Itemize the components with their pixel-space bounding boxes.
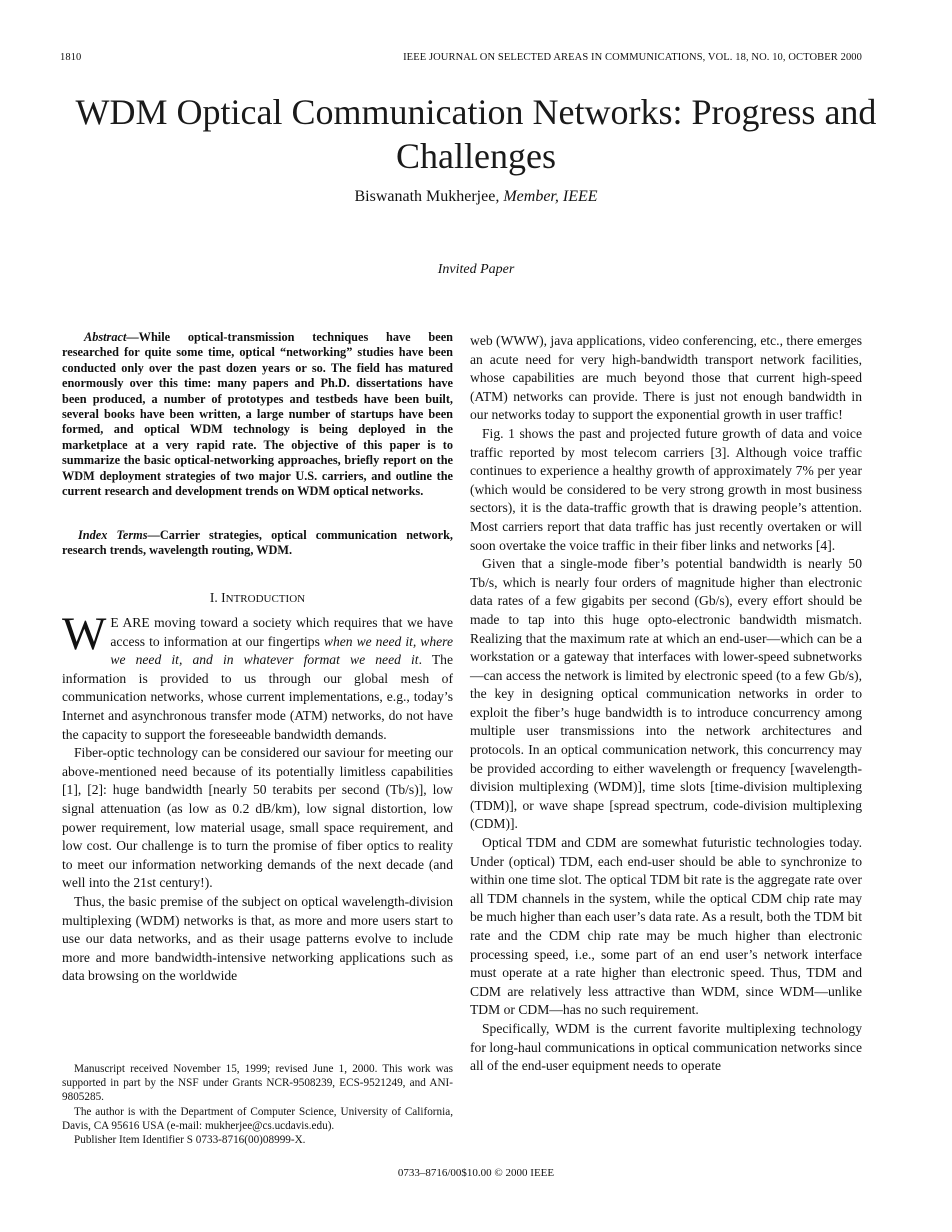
intro-p1-start: E ARE moving toward a society which requires that we have access to information at our fingertips bbox=[110, 615, 453, 649]
intro-p1-italic: when we need it, where we need it, and in whatever format we need it bbox=[110, 633, 453, 668]
drop-cap: W bbox=[62, 608, 107, 660]
index-terms bbox=[62, 528, 453, 559]
intro-paragraph-1 bbox=[62, 608, 453, 744]
author-name: Biswanath Mukherjee bbox=[354, 188, 496, 205]
intro-paragraph-2: Fiber-optic technology can be considered our saviour for meeting our above-mentioned need because of its potentially limitless capabilities [1], [2]: huge bandwidth [nearly 50 terabits per second (Tb/s)], low signal attenuation (as low as 0.2 dB/km), low signal distortion, low power requirement, low material usage, small space requirement, and low cost. Our challenge is to turn the promise of fiber optics to reality to meet our information networking demands of the next decade (and well into the 21st century!). bbox=[62, 745, 453, 891]
index-terms-text: —Carrier strategies, optical communication network, research trends, wavelength routing, WDM. bbox=[62, 528, 453, 558]
footnote-publisher: Publisher Item Identifier S 0733-8716(00)08999-X. bbox=[74, 1134, 306, 1147]
section-heading bbox=[62, 590, 453, 606]
abstract-label: Abstract bbox=[84, 330, 127, 344]
abstract bbox=[62, 330, 453, 499]
right-paragraph-3: Given that a single-mode fiber’s potential bandwidth is nearly 50 Tb/s, which is nearly four orders of magnitude higher than electronic data rates of a few gigabits per second (Gb/s), every effort should be made to tap into this huge opto-electronic bandwidth mismatch. Realizing that the maximum rate at which an end-user—which can be a workstation or a gateway that interfaces with lower-speed subnetworks—can access the network is limited by electronic speed (to a few Gb/s), the key in designing optical communication networks in order to exploit the fiber’s huge bandwidth is to introduce concurrency among multiple user transmissions into the network architectures and protocols. In an optical communication network, this concurrency may be provided according to either wavelength or frequency [wavelength-division multiplexing (WDM)], time slots [time-division multiplexing (TDM)], or wave shape [spread spectrum, code-division multiplexing (CDM)]. bbox=[470, 556, 862, 832]
footnotes bbox=[62, 1062, 453, 1147]
right-column bbox=[470, 332, 862, 1076]
author-line bbox=[60, 188, 892, 206]
right-paragraph-2: Fig. 1 shows the past and projected future growth of data and voice traffic reported by most telecom carriers [3]. Although voice traffic continues to experience a healthy growth of approximately 7% per year (which would be considered to be very strong growth in most business sectors), it is the data-traffic growth that is drawing people’s attention. Most carriers report that data traffic has just recently overtaken or will soon overtake the voice traffic in their fiber links and networks [4]. bbox=[470, 425, 862, 553]
abstract-text: —While optical-transmission techniques have been researched for quite some time, optical “networking” studies have been conducted only over the past dozen years or so. The field has matured enormously over this time: many papers and Ph.D. dissertations have been produced, a number of prototypes and testbeds have been built, several books have been written, a large number of startups have been formed, and optical WDM technology is being deployed in the marketplace at a very rapid rate. The objective of this paper is to summarize the basic optical-networking approaches, briefly report on the WDM deployment strategies of two major U.S. carriers, and outline the current research and development trends on WDM optical networks. bbox=[62, 330, 453, 499]
footnote-author: The author is with the Department of Computer Science, University of California, Davis, CA 95616 USA (e-mail: mukherjee@cs.ucdavis.edu). bbox=[62, 1105, 453, 1132]
paper-title: WDM Optical Communication Networks: Progress and Challenges bbox=[75, 92, 877, 176]
author-affiliation: , Member, IEEE bbox=[495, 188, 598, 205]
section-title: NTRODUCTION bbox=[225, 593, 306, 605]
right-paragraph-4: Optical TDM and CDM are somewhat futuristic technologies today. Under (optical) TDM, each end-user should be able to synchronize to within one time slot. The optical TDM bit rate is the aggregate rate over all TDM channels in the system, while the optical CDM chip rate may be much higher than each user’s data rate. As a result, both the TDM bit rate and the CDM chip rate may be much higher than electronic processing speed, i.e., some part of an end user’s network interface must operate at a rate higher than electronic speed. Thus, TDM and CDM are relatively less attractive than WDM, since WDM—unlike TDM or CDM—has no such requirement. bbox=[470, 835, 862, 1018]
journal-header: IEEE JOURNAL ON SELECTED AREAS IN COMMUNICATIONS, VOL. 18, NO. 10, OCTOBER 2000 bbox=[403, 52, 862, 63]
intro-paragraph-3: Thus, the basic premise of the subject on optical wavelength-division multiplexing (WDM) networks is that, as more and more users start to use our data networks, and as their usage patterns evolve to include more and more bandwidth-intensive networking applications such as data browsing on the worldwide bbox=[62, 893, 453, 984]
footnote-manuscript: Manuscript received November 15, 1999; revised June 1, 2000. This work was supported in part by the NSF under Grants NCR-9508239, ECS-9521249, and ANI-9805285. bbox=[62, 1063, 453, 1104]
index-terms-label: Index Terms bbox=[78, 528, 148, 542]
page-number: 1810 bbox=[60, 52, 82, 63]
copyright-line: 0733–8716/00$10.00 © 2000 IEEE bbox=[397, 1167, 555, 1179]
intro-p1-end: . The information is provided to us through our global mesh of communication networks, whose current implementations, e.g., today’s Internet and asynchronous transfer mode (ATM) networks, do not have the capacity to support the foreseeable bandwidth demands. bbox=[62, 652, 453, 742]
right-paragraph-1: web (WWW), java applications, video conferencing, etc., there emerges an acute need for very high-bandwidth transport network facilities, whose capabilities are much beyond those that current high-speed (ATM) networks can provide. There is just not enough bandwidth in our networks today to support the exponential growth in user traffic! bbox=[470, 333, 862, 423]
intro-body bbox=[62, 608, 453, 986]
paper-type: Invited Paper bbox=[437, 262, 515, 277]
right-paragraph-5: Specifically, WDM is the current favorite multiplexing technology for long-haul communications in optical communication networks since all of the end-user equipment needs to operate bbox=[470, 1020, 862, 1074]
section-number: I. I bbox=[209, 590, 226, 605]
